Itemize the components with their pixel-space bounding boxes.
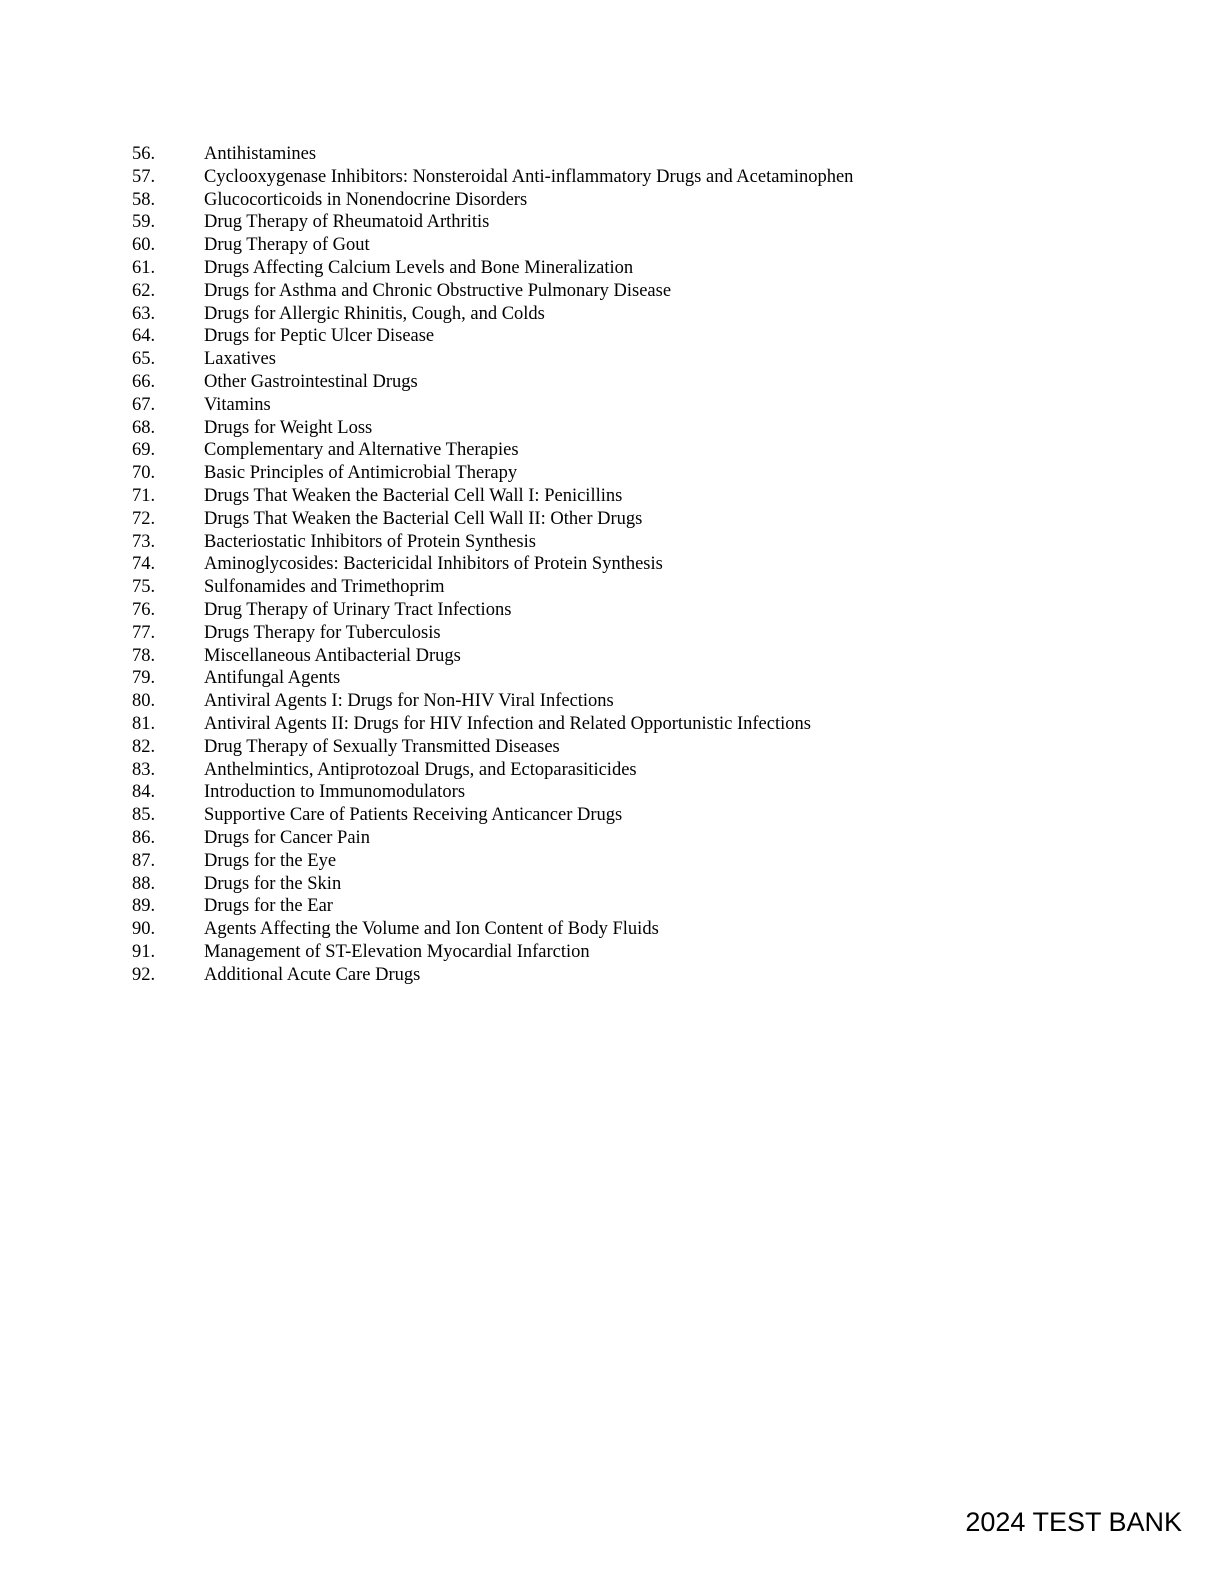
chapter-number: 92. (132, 964, 156, 985)
toc-item (132, 736, 1132, 759)
chapter-title: Drug Therapy of Gout (204, 235, 370, 256)
chapter-number: 90. (132, 919, 156, 940)
toc-item (132, 280, 1132, 303)
chapter-number: 58. (132, 189, 156, 210)
toc-item (132, 531, 1132, 554)
toc-item (132, 690, 1132, 713)
table-of-contents (132, 143, 1132, 986)
toc-item (132, 371, 1132, 394)
footer-watermark: 2024 TEST BANK (965, 1507, 1182, 1537)
chapter-title: Drugs for Allergic Rhinitis, Cough, and Colds (204, 303, 545, 324)
toc-item (132, 325, 1132, 348)
chapter-title: Antiviral Agents I: Drugs for Non-HIV Viral Infections (204, 691, 614, 712)
toc-item (132, 804, 1132, 827)
toc-item (132, 417, 1132, 440)
toc-item (132, 303, 1132, 326)
chapter-title: Drugs for Peptic Ulcer Disease (204, 326, 435, 347)
chapter-title: Agents Affecting the Volume and Ion Content of Body Fluids (204, 919, 659, 940)
chapter-title: Vitamins (204, 394, 271, 415)
toc-item (132, 645, 1132, 668)
chapter-number: 75. (132, 577, 156, 598)
toc-item (132, 485, 1132, 508)
toc-item (132, 759, 1132, 782)
chapter-number: 78. (132, 645, 156, 666)
chapter-title: Antiviral Agents II: Drugs for HIV Infection and Related Opportunistic Infections (204, 713, 811, 734)
chapter-title: Other Gastrointestinal Drugs (204, 371, 418, 392)
chapter-title: Anthelmintics, Antiprotozoal Drugs, and Ectoparasiticides (204, 759, 637, 780)
chapter-title: Drug Therapy of Sexually Transmitted Diseases (204, 736, 560, 757)
chapter-title: Miscellaneous Antibacterial Drugs (204, 645, 461, 666)
chapter-number: 60. (132, 235, 156, 256)
chapter-number: 67. (132, 394, 156, 415)
chapter-title: Supportive Care of Patients Receiving Anticancer Drugs (204, 805, 623, 826)
toc-item (132, 918, 1132, 941)
toc-item (132, 827, 1132, 850)
chapter-number: 56. (132, 144, 156, 164)
chapter-title: Antifungal Agents (204, 668, 341, 689)
chapter-title: Drugs for the Skin (204, 873, 342, 894)
chapter-title: Basic Principles of Antimicrobial Therapy (204, 463, 518, 484)
chapter-title: Drugs That Weaken the Bacterial Cell Wall II: Other Drugs (204, 508, 643, 529)
toc-item (132, 667, 1132, 690)
chapter-number: 61. (132, 257, 156, 278)
toc-item (132, 439, 1132, 462)
toc-item (132, 713, 1132, 736)
chapter-number: 57. (132, 166, 156, 187)
toc-item (132, 599, 1132, 622)
chapter-number: 59. (132, 212, 156, 233)
chapter-number: 74. (132, 554, 156, 575)
chapter-title: Drugs for Asthma and Chronic Obstructive Pulmonary Disease (204, 280, 672, 301)
chapter-number: 87. (132, 850, 156, 871)
toc-item (132, 166, 1132, 189)
chapter-title: Drug Therapy of Urinary Tract Infections (204, 599, 512, 620)
chapter-title: Drugs Therapy for Tuberculosis (204, 622, 441, 643)
toc-item (132, 348, 1132, 371)
toc-item (132, 850, 1132, 873)
toc-item (132, 257, 1132, 280)
chapter-number: 83. (132, 759, 156, 780)
chapter-number: 89. (132, 896, 156, 917)
chapter-title: Drugs for Weight Loss (204, 417, 373, 438)
chapter-number: 71. (132, 485, 156, 506)
toc-item (132, 234, 1132, 257)
chapter-title: Laxatives (204, 349, 276, 370)
chapter-title: Drugs for the Eye (204, 850, 337, 871)
chapter-title: Drugs for Cancer Pain (204, 827, 370, 848)
toc-item (132, 873, 1132, 896)
toc-item (132, 394, 1132, 417)
toc-item (132, 622, 1132, 645)
chapter-title: Antihistamines (204, 144, 317, 164)
toc-item (132, 462, 1132, 485)
chapter-title: Bacteriostatic Inhibitors of Protein Synthesis (204, 531, 536, 552)
toc-item (132, 895, 1132, 918)
chapter-title: Drugs Affecting Calcium Levels and Bone Mineralization (204, 257, 634, 278)
chapter-title: Drugs for the Ear (204, 896, 333, 917)
chapter-number: 86. (132, 827, 156, 848)
chapter-number: 79. (132, 668, 156, 689)
chapter-title: Glucocorticoids in Nonendocrine Disorders (204, 189, 528, 210)
chapter-number: 80. (132, 691, 156, 712)
chapter-number: 70. (132, 463, 156, 484)
toc-item (132, 553, 1132, 576)
chapter-number: 81. (132, 713, 156, 734)
chapter-number: 82. (132, 736, 156, 757)
chapter-title: Complementary and Alternative Therapies (204, 440, 519, 461)
chapter-title: Drugs That Weaken the Bacterial Cell Wall I: Penicillins (204, 485, 623, 506)
toc-item (132, 508, 1132, 531)
toc-item (132, 143, 1132, 166)
chapter-number: 85. (132, 805, 156, 826)
chapter-title: Sulfonamides and Trimethoprim (204, 577, 445, 598)
chapter-number: 64. (132, 326, 156, 347)
chapter-title: Aminoglycosides: Bactericidal Inhibitors of Protein Synthesis (204, 554, 663, 575)
toc-item (132, 941, 1132, 964)
chapter-number: 68. (132, 417, 156, 438)
chapter-number: 91. (132, 941, 156, 962)
chapter-number: 63. (132, 303, 156, 324)
chapter-number: 77. (132, 622, 156, 643)
chapter-number: 62. (132, 280, 156, 301)
toc-item (132, 576, 1132, 599)
chapter-title: Additional Acute Care Drugs (204, 964, 421, 985)
toc-item (132, 781, 1132, 804)
chapter-title: Management of ST-Elevation Myocardial Infarction (204, 941, 590, 962)
chapter-number: 73. (132, 531, 156, 552)
chapter-title: Introduction to Immunomodulators (204, 782, 466, 803)
chapter-number: 76. (132, 599, 156, 620)
toc-item (132, 964, 1132, 987)
chapter-number: 84. (132, 782, 156, 803)
chapter-title: Cyclooxygenase Inhibitors: Nonsteroidal Anti-inflammatory Drugs and Acetaminophen (204, 166, 854, 187)
chapter-number: 72. (132, 508, 156, 529)
chapter-number: 65. (132, 349, 156, 370)
chapter-number: 66. (132, 371, 156, 392)
toc-item (132, 211, 1132, 234)
chapter-number: 88. (132, 873, 156, 894)
chapter-number: 69. (132, 440, 156, 461)
toc-item (132, 189, 1132, 212)
chapter-title: Drug Therapy of Rheumatoid Arthritis (204, 212, 490, 233)
